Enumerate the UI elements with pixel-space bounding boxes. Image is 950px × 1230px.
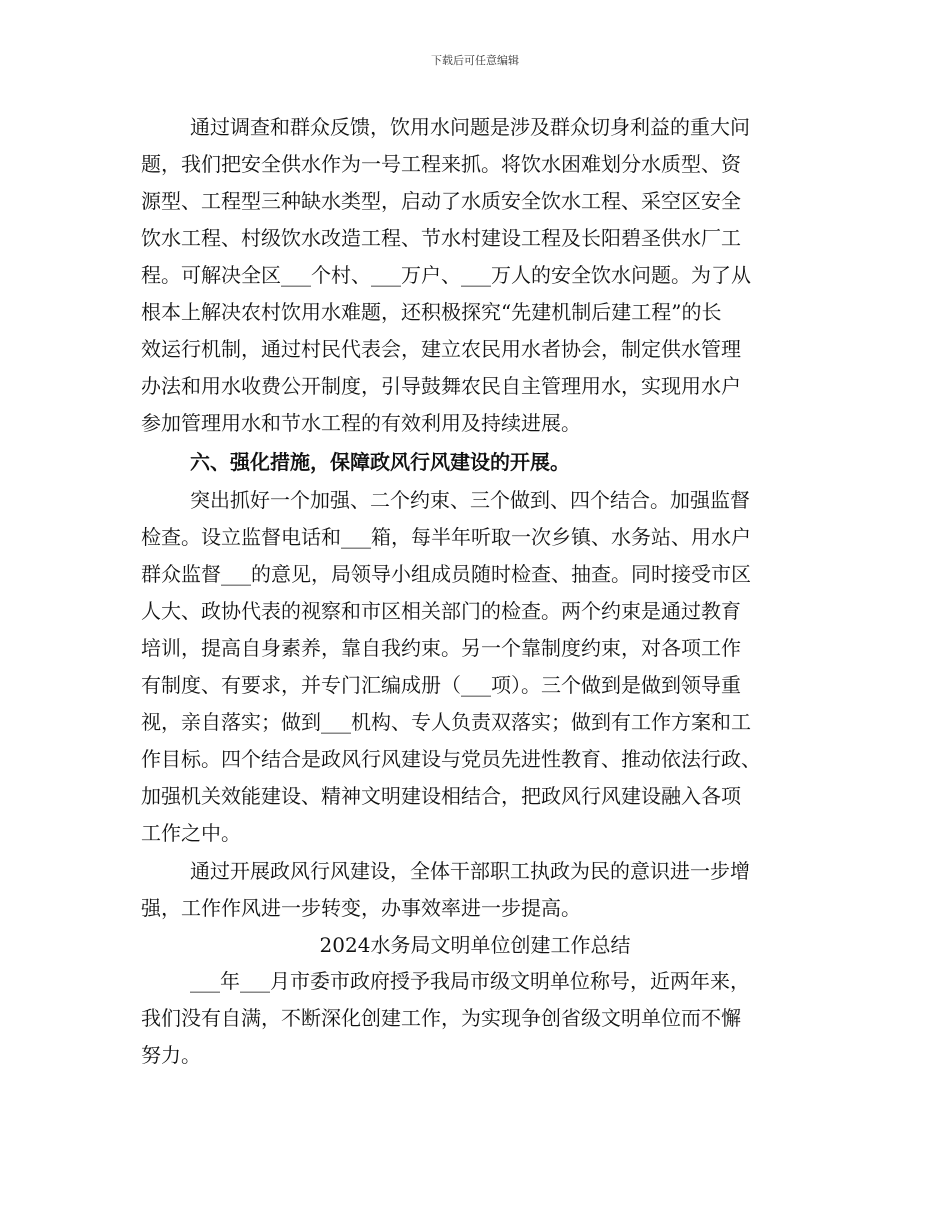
text-line: 培训，提高自身素养，靠自我约束。另一个靠制度约束，对各项工作 <box>141 636 741 660</box>
text-line: 有制度、有要求，并专门汇编成册（___项）。三个做到是做到领导重 <box>141 673 741 697</box>
text-line: 办法和用水收费公开制度，引导鼓舞农民自主管理用水，实现用水户 <box>141 374 741 398</box>
text-line: 通过开展政风行风建设，全体干部职工执政为民的意识进一步增 <box>190 859 750 883</box>
text-line: 人大、政协代表的视察和市区相关部门的检查。两个约束是通过教育 <box>141 599 741 623</box>
text-line: 加强机关效能建设、精神文明建设相结合，把政风行风建设融入各项 <box>141 784 741 808</box>
text-line: 参加管理用水和节水工程的有效利用及持续进展。 <box>141 411 581 435</box>
text-line: 根本上解决农村饮用水难题，还积极探究“先建机制后建工程”的长 <box>141 300 722 324</box>
text-line: 视，亲自落实；做到___机构、专人负责双落实；做到有工作方案和工 <box>141 710 751 734</box>
text-line: 源型、工程型三种缺水类型，启动了水质安全饮水工程、采空区安全 <box>141 189 741 213</box>
text-line: 程。可解决全区___个村、___万户、___万人的安全饮水问题。为了从 <box>141 263 751 287</box>
page-header: 下载后可任意编辑 <box>431 54 519 67</box>
text-line: 效运行机制，通过村民代表会，建立农民用水者协会，制定供水管理 <box>141 337 741 361</box>
text-line: 通过调查和群众反馈，饮用水问题是涉及群众切身利益的重大问 <box>190 115 750 139</box>
text-line: 饮水工程、村级饮水改造工程、节水村建设工程及长阳碧圣供水厂工 <box>141 226 741 250</box>
text-line: 检查。设立监督电话和___箱，每半年听取一次乡镇、水务站、用水户 <box>141 525 751 549</box>
text-line: 工作之中。 <box>141 821 241 845</box>
text-line: 强，工作作风进一步转变，办事效率进一步提高。 <box>141 896 581 920</box>
text-line: 突出抓好一个加强、二个约束、三个做到、四个结合。加强监督 <box>190 488 750 512</box>
section-title: 2024水务局文明单位创建工作总结 <box>319 933 631 957</box>
section-heading-six: 六、强化措施，保障政风行风建设的开展。 <box>190 450 570 474</box>
text-line: 题，我们把安全供水作为一号工程来抓。将饮水困难划分水质型、资 <box>141 152 741 176</box>
text-line: 我们没有自满，不断深化创建工作，为实现争创省级文明单位而不懈 <box>141 1006 741 1030</box>
text-line: 作目标。四个结合是政风行风建设与党员先进性教育、推动依法行政、 <box>141 747 761 771</box>
text-line: ___年___月市委市政府授予我局市级文明单位称号，近两年来， <box>190 969 750 993</box>
text-line: 群众监督___的意见，局领导小组成员随时检查、抽查。同时接受市区 <box>141 562 751 586</box>
text-line: 努力。 <box>141 1043 201 1067</box>
